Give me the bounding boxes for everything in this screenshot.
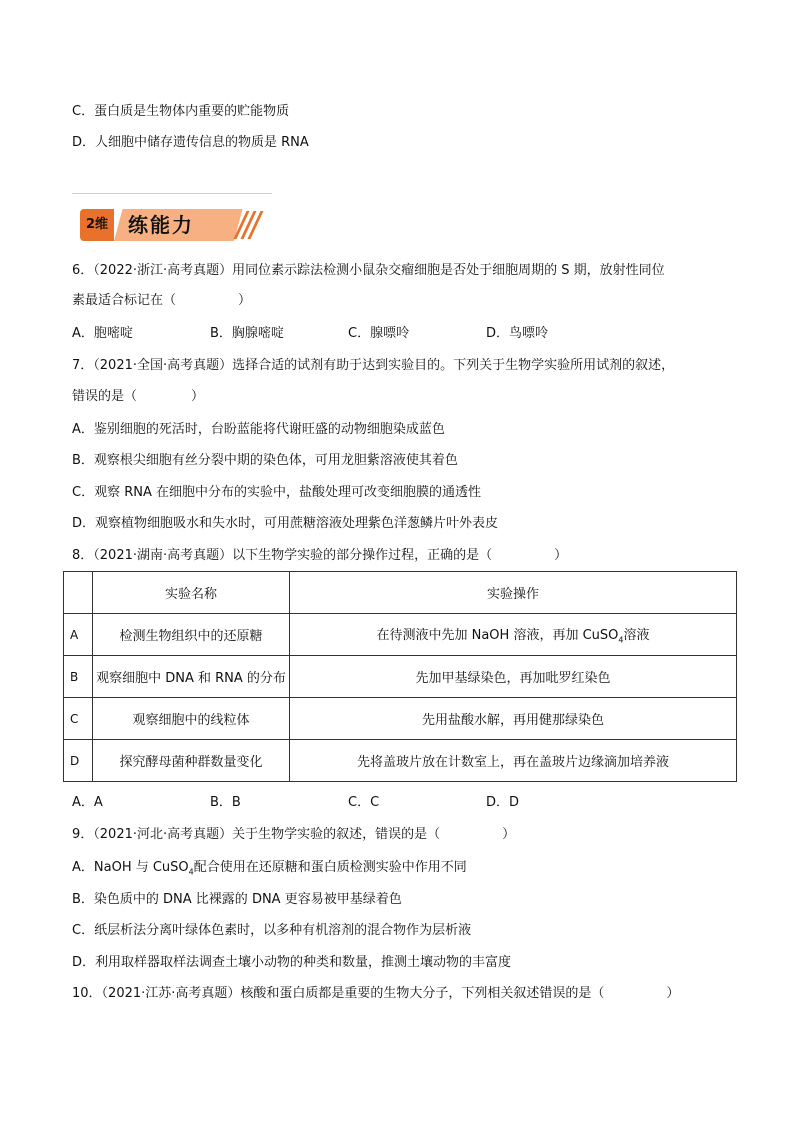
question-6-stem-line-2 xyxy=(72,292,251,310)
question-9-option-d: D．利用取样器取样法调查土壤小动物的种类和数量，推测土壤动物的丰富度 xyxy=(72,955,512,970)
row-label: D xyxy=(64,740,93,782)
question-7-stem-line-1: 7．（2021·全国·高考真题）选择合适的试剂有助于达到实验目的。下列关于生物学实验所用试剂的叙述， xyxy=(72,358,675,373)
question-6-option-a: A．胞嘧啶 xyxy=(72,326,133,341)
question-8-option-a: A．A xyxy=(72,795,103,810)
table-header-row xyxy=(64,572,737,614)
operation-text-suffix: 溶液 xyxy=(623,628,650,644)
table-row xyxy=(64,614,737,656)
experiment-operation: 先用盐酸水解，再用健那绿染色 xyxy=(290,698,737,740)
table-row xyxy=(64,740,737,782)
subscript: 4 xyxy=(188,867,194,877)
table-row xyxy=(64,656,737,698)
question-6-stem-text: 素最适合标记在（ xyxy=(72,293,177,308)
question-6-options xyxy=(72,325,624,343)
question-6-stem-line-1: 6．（2022·浙江·高考真题）用同位素示踪法检测小鼠杂交瘤细胞是否处于细胞周期的 S 期，放射性同位 xyxy=(72,263,665,278)
question-6-option-c: C．腺嘌呤 xyxy=(348,326,410,341)
row-label: B xyxy=(64,656,93,698)
closing-paren: ） xyxy=(238,293,252,308)
closing-paren: ） xyxy=(554,548,568,563)
experiment-name: 观察细胞中的线粒体 xyxy=(93,698,290,740)
question-9-option-b: B．染色质中的 DNA 比裸露的 DNA 更容易被甲基绿着色 xyxy=(72,892,402,907)
option-text-suffix: 配合使用在还原糖和蛋白质检测实验中作用不同 xyxy=(193,860,467,875)
question-9-stem xyxy=(72,826,515,844)
question-7-stem-text: 错误的是（ xyxy=(72,389,138,404)
experiment-operation: 先加甲基绿染色，再加吡罗红染色 xyxy=(290,656,737,698)
experiment-name: 探究酵母菌种群数量变化 xyxy=(93,740,290,782)
question-7-option-d: D．观察植物细胞吸水和失水时，可用蔗糖溶液处理紫色洋葱鳞片叶外表皮 xyxy=(72,516,499,531)
question-8-stem xyxy=(72,547,567,565)
question-10-stem xyxy=(72,985,679,1003)
section-divider xyxy=(72,193,272,194)
option-text: A．NaOH 与 CuSO xyxy=(72,860,189,875)
question-9-option-c: C．纸层析法分离叶绿体色素时，以多种有机溶剂的混合物作为层析液 xyxy=(72,923,472,938)
subscript: 4 xyxy=(618,635,624,645)
option-d-previous: D．人细胞中储存遗传信息的物质是 RNA xyxy=(72,135,309,150)
experiment-operation: 先将盖玻片放在计数室上，再在盖玻片边缘滴加培养液 xyxy=(290,740,737,782)
table-row xyxy=(64,698,737,740)
operation-text: 在待测液中先加 NaOH 溶液，再加 CuSO xyxy=(376,628,619,644)
question-6-option-d: D．鸟嘌呤 xyxy=(486,326,549,341)
question-8-option-b: B．B xyxy=(210,795,241,810)
experiment-name: 观察细胞中 DNA 和 RNA 的分布 xyxy=(93,656,290,698)
closing-paren: ） xyxy=(191,389,205,404)
question-6-option-b: B．胸腺嘧啶 xyxy=(210,326,284,341)
closing-paren: ） xyxy=(502,827,516,842)
table-header-cell xyxy=(64,572,93,614)
question-9-stem-text: 9．（2021·河北·高考真题）关于生物学实验的叙述，错误的是（ xyxy=(72,827,441,842)
banner-badge: 2维 xyxy=(80,209,114,241)
table-header-cell: 实验名称 xyxy=(93,572,290,614)
question-7-option-b: B．观察根尖细胞有丝分裂中期的染色体，可用龙胆紫溶液使其着色 xyxy=(72,453,458,468)
question-8-stem-text: 8．（2021·湖南·高考真题）以下生物学实验的部分操作过程，正确的是（ xyxy=(72,548,493,563)
question-10-stem-text: 10．（2021·江苏·高考真题）核酸和蛋白质都是重要的生物大分子，下列相关叙述错误的是（ xyxy=(72,986,605,1001)
question-8-options xyxy=(72,794,624,812)
option-c-previous: C．蛋白质是生物体内重要的贮能物质 xyxy=(72,104,290,119)
experiment-operation xyxy=(290,614,737,656)
question-9-option-a xyxy=(72,859,467,882)
question-8-option-d: D．D xyxy=(486,795,520,810)
question-7-option-a: A．鉴别细胞的死活时，台盼蓝能将代谢旺盛的动物细胞染成蓝色 xyxy=(72,422,445,437)
table-header-cell: 实验操作 xyxy=(290,572,737,614)
row-label: A xyxy=(64,614,93,656)
question-7-option-c: C．观察 RNA 在细胞中分布的实验中，盐酸处理可改变细胞膜的通透性 xyxy=(72,485,481,500)
closing-paren: ） xyxy=(666,986,680,1001)
banner-title: 练能力 xyxy=(128,213,194,237)
question-7-stem-line-2 xyxy=(72,388,204,406)
experiment-table xyxy=(63,571,737,782)
question-8-option-c: C．C xyxy=(348,795,380,810)
experiment-name: 检测生物组织中的还原糖 xyxy=(93,614,290,656)
row-label: C xyxy=(64,698,93,740)
section-banner xyxy=(80,205,260,245)
